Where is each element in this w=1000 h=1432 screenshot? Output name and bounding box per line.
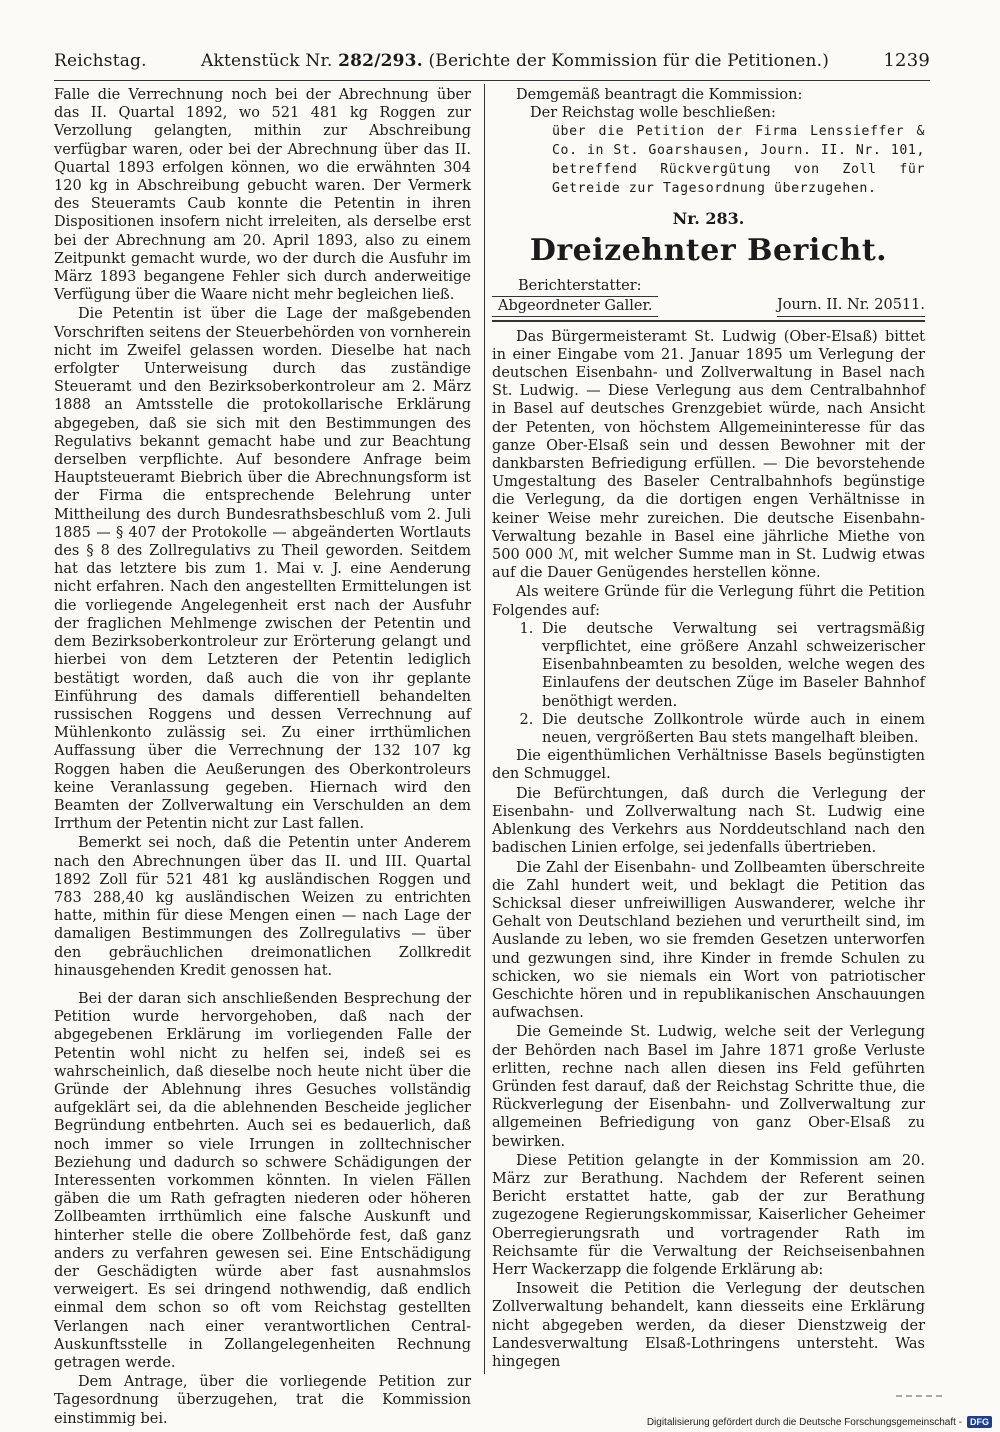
header-series: (Berichte der Kommission für die Petitionen.): [428, 51, 830, 71]
footer-text: Digitalisierung gefördert durch die Deutsche Forschungsgemeinschaft -: [646, 1416, 962, 1428]
reporter-block: [492, 277, 925, 322]
dfg-logo: DFG: [967, 1416, 992, 1428]
report-number: Nr. 283.: [672, 209, 745, 229]
paragraph: Das Bürgermeisteramt St. Ludwig (Ober-Elsaß) bittet in einer Eingabe vom 21. Januar 1895 um Verlegung der deutschen Eisenbahn- und Zollverwaltung in Basel nach St. Ludwig. — Diese Verlegung aus dem Centralbahnhof in Basel auf deutsches Grenzgebiet würde, nach Ansicht der Petenten, von höchstem Allgemeininteresse für das ganze Ober-Elsaß sein und dessen Bewohner mit der dankbarsten Befriedigung erfüllen. — Die bevorstehende Umgestaltung des Baseler Centralbahnhofs begünstige die Verlegung, da die dortigen engen Verhältnisse in keiner Weise mehr zureichen. Die deutsche Eisenbahn-Verwaltung bezahle in Basel eine jährliche Miethe von 500 000 ℳ, mit welcher Summe man in St. Ludwig etwas auf die Dauer Genügendes herstellen könne.: [492, 328, 925, 582]
digitization-footer: [647, 1414, 992, 1430]
left-column: [54, 86, 471, 1427]
motion-intro: Demgemäß beantragt die Kommission:: [516, 87, 803, 103]
header-aktenstueck: Aktenstück Nr.: [201, 51, 333, 71]
reporter-row: [492, 296, 925, 317]
paragraph: Dem Antrage, über die vorliegende Petition zur Tagesordnung überzugehen, trat die Kommission einstimmig bei.: [54, 1374, 471, 1427]
header-document-title: [201, 51, 829, 71]
paragraph: Die eigenthümlichen Verhältnisse Basels begünstigten den Schmuggel.: [492, 748, 925, 783]
list-item: 2. Die deutsche Zollkontrole würde auch in einem neuen, vergrößerten Bau stets mangelhaft bleiben.: [538, 711, 925, 747]
reporter-name: Abgeordneter Galler.: [492, 296, 658, 317]
motion-resolution: Der Reichstag wolle beschließen:: [530, 105, 776, 122]
column-divider: [484, 84, 485, 1374]
header-reichstag: Reichstag.: [54, 51, 147, 71]
journal-number: Journ. II. Nr. 20511.: [777, 296, 925, 317]
paragraph: Diese Petition gelangte in der Kommission am 20. März zur Berathung. Nachdem der Referent seinen Bericht erstattet hatte, gab der zur Berathung zugezogene Regierungskommissar, Kaiserlicher Geheimer Oberregierungsrath und vortragender Rath im Reichsamte für die Verwaltung der Reichseisenbahnen Herr Wackerzapp die folgende Erklärung ab:: [492, 1152, 925, 1278]
page-number: 1239: [883, 50, 930, 71]
paragraph: Die Zahl der Eisenbahn- und Zollbeamten überschreite die Zahl hundert weit, und beklagt die Petition das Schicksal dieser unfreiwilligen Auswanderer, welche ihr Gehalt von Deutschland beziehen und verurtheilt sind, im Auslande zu leben, wo sie fremden Gesetzen unterworfen und gezwungen sind, ihre Kinder in fremde Schulen zu schicken, wo sie niemals ein Wort von patriotischer Geschichte hören und in republikanischen Anschauungen aufwachsen.: [492, 859, 925, 1022]
right-column: [492, 86, 925, 1370]
paragraph: Als weitere Gründe für die Verlegung führt die Petition Folgendes auf:: [492, 584, 925, 619]
motion-block: [492, 104, 925, 198]
reasons-list: [492, 620, 925, 747]
paragraph: Die Petentin ist über die Lage der maßgebenden Vorschriften seitens der Steuerbehörden von vornherein nicht im Zweifel gelassen worden. Dieselbe hat nach erfolgter Unterweisung durch das zuständige Steueramt und den Bezirksoberkontroleur am 2. März 1888 an Amtsstelle die protokollarische Erklärung abgegeben, daß sie sich mit den Bestimmungen des Regulativs bekannt gemacht habe und zur Beachtung derselben verpflichte. Auf besondere Anfrage beim Hauptsteueramt Biebrich über die Abrechnungsform ist der Firma die entsprechende Belehrung unter Mittheilung des durch Bundesrathsbeschluß vom 2. Juli 1885 — § 407 der Protokolle — abgeänderten Wortlauts des § 8 des Zollregulativs zu Theil geworden. Seitdem hat das letztere bis zum 1. Mai v. J. eine Aenderung nicht erfahren. Nach den angestellten Ermittelungen ist die vorliegende Angelegenheit erst nach der Ausfuhr der fraglichen Mehlmenge zwischen der Petentin und dem Bezirksoberkontroleur zur Erörterung gelangt und hierbei von dem Letzteren der Petentin lediglich bestätigt worden, daß auch die von ihr geplante Einführung des damals differentiell behandelten russischen Roggens und dessen Verrechnung auf Mühlenkonto zulässig sei. Zu einer irrthümlichen Auffassung über die Verrechnung der 132 107 kg Roggen haben die Aeußerungen des Oberkontroleurs keine Veranlassung gegeben. Hiernach wird den Beamten der Zollverwaltung ein Verschulden an dem Irrthum der Petentin nicht zur Last fallen.: [54, 306, 471, 833]
header-rule: [54, 80, 930, 81]
header-document-numbers: 282/293.: [338, 51, 423, 71]
scan-mark: [896, 1393, 944, 1399]
paragraph: Bei der daran sich anschließenden Besprechung der Petition wurde hervorgehoben, daß nach der abgegebenen Erklärung im vorliegenden Falle der Petentin wohl nicht zu helfen sei, indeß sei es wahrscheinlich, daß dieselbe noch heute nicht über die Gründe der Ablehnung ihres Gesuches vollständig aufgeklärt sei, da die ablehnenden Bescheide jeglicher Begründung entbehrten. Auch sei es bedauerlich, daß noch immer so viele Irrungen in zolltechnischer Beziehung und dadurch so schwere Schädigungen der Interessenten vorkommen könnten. In vielen Fällen gäben die um Rath gefragten niederen oder höheren Zollbeamten irrthümlich eine falsche Auskunft und hinterher stelle die obere Zollbehörde fest, daß ganz anders zu verfahren gewesen sei. Eine Entschädigung der Geschädigten würde aber fast ausnahmslos verweigert. Es sei dringend nothwendig, daß endlich einmal dem schon so oft vom Reichstag gestellten Verlangen nach einer verantwortlichen Central-Auskunftsstelle in Zollangelegenheiten Rechnung getragen werde.: [54, 990, 471, 1372]
running-header: [54, 50, 930, 78]
list-item: 1. Die deutsche Verwaltung sei vertragsmäßig verpflichtet, eine größere Anzahl schweizerischer Eisenbahnbeamten zu besolden, welche wegen des Einlaufens der deutschen Züge im Baseler Bahnhof benöthigt werden.: [538, 620, 925, 711]
paragraph: Die Befürchtungen, daß durch die Verlegung der Eisenbahn- und Zollverwaltung nach St. Ludwig eine Ablenkung des Verkehrs aus Norddeutschland nach den badischen Linien erfolge, sei jedenfalls übertrieben.: [492, 785, 925, 857]
reporter-label: Berichterstatter:: [518, 277, 642, 294]
paragraph: Bemerkt sei noch, daß die Petentin unter Anderem nach den Abrechnungen über das II. und III. Quartal 1892 Zoll für 521 481 kg ausländischen Roggen und 783 288,40 kg ausländischen Weizen zu entrichten hatte, mithin für diese Mengen einen — nach Lage der damaligen Bestimmungen des Zollregulativs — über den gebräuchlichen dreimonatlichen Zollkredit hinausgehenden Kredit genossen hat.: [54, 835, 471, 979]
paragraph: Falle die Verrechnung noch bei der Abrechnung über das II. Quartal 1892, wo 521 481 kg Roggen zur Verzollung gelangten, mithin zur Abschreibung verfügbar waren, oder bei der Abrechnung über das II. Quartal 1893 erfolgen können, wo die erwähnten 304 120 kg in Abschreibung gebucht waren. Der Vermerk des Steueramts Caub konnte die Petentin in ihren Dispositionen insofern nicht irreleiten, als derselbe erst bei der Abrechnung am 20. April 1893, also zu einem Zeitpunkt gemacht wurde, wo der durch die Ausfuhr im März 1893 begangene Fehler sich durch anderweitige Verfügung über die Waare nicht mehr begleichen ließ.: [54, 87, 471, 304]
report-title: Dreizehnter Bericht.: [529, 232, 888, 268]
paragraph: Die Gemeinde St. Ludwig, welche seit der Verlegung der Behörden nach Basel im Jahre 1871 große Verluste erlitten, rechne nach allen diesen ins Feld geführten Gründen fest darauf, daß der Reichstag Schritte thue, die Rückverlegung der Eisenbahn- und Zollverwaltung zur allgemeinen Befriedigung von ganz Ober-Elsaß zu bewirken.: [492, 1024, 925, 1150]
paragraph: Insoweit die Petition die Verlegung der deutschen Zollverwaltung behandelt, kann diesseits eine Erklärung nicht abgegeben werden, da dieser Dienstzweig der Landesverwaltung Elsaß-Lothringens untersteht. Was hingegen: [492, 1281, 925, 1370]
motion-text: über die Petition der Firma Lenssieffer & Co. in St. Goarshausen, Journ. II. Nr. 101, betreffend Rückvergütung von Zoll für Getreide zur Tagesordnung überzugehen.: [552, 124, 925, 197]
